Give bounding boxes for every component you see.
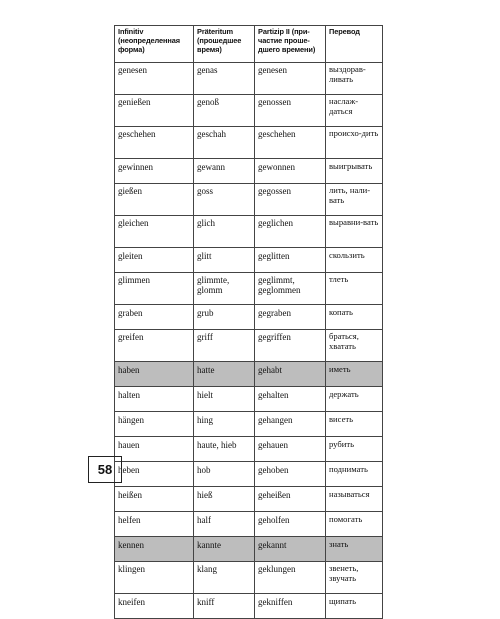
table-row bbox=[115, 562, 383, 594]
table-row bbox=[115, 487, 383, 512]
cell-partizip: gekniffen bbox=[255, 594, 326, 619]
table-row bbox=[115, 512, 383, 537]
table-row bbox=[115, 216, 383, 248]
table-row bbox=[115, 127, 383, 159]
cell-partizip: geheißen bbox=[255, 487, 326, 512]
cell-infinitiv: gießen bbox=[115, 184, 194, 216]
table-header-row bbox=[115, 26, 383, 63]
cell-infinitiv: heißen bbox=[115, 487, 194, 512]
cell-infinitiv: genesen bbox=[115, 63, 194, 95]
table-row bbox=[115, 63, 383, 95]
cell-infinitiv: halten bbox=[115, 387, 194, 412]
cell-infinitiv: genießen bbox=[115, 95, 194, 127]
table-row bbox=[115, 273, 383, 305]
cell-prateritum: haute, hieb bbox=[194, 437, 255, 462]
cell-translation: помогать bbox=[326, 512, 383, 537]
cell-partizip: geholfen bbox=[255, 512, 326, 537]
cell-translation: копать bbox=[326, 305, 383, 330]
cell-prateritum: hob bbox=[194, 462, 255, 487]
table-row bbox=[115, 305, 383, 330]
page-number: 58 bbox=[88, 456, 122, 483]
cell-translation: звенеть, звучать bbox=[326, 562, 383, 594]
cell-partizip: gegriffen bbox=[255, 330, 326, 362]
cell-translation: выигрывать bbox=[326, 159, 383, 184]
cell-infinitiv: gewinnen bbox=[115, 159, 194, 184]
cell-translation: тлеть bbox=[326, 273, 383, 305]
cell-prateritum: goss bbox=[194, 184, 255, 216]
cell-partizip: genesen bbox=[255, 63, 326, 95]
cell-partizip: geklungen bbox=[255, 562, 326, 594]
cell-infinitiv: heben bbox=[115, 462, 194, 487]
table-row bbox=[115, 248, 383, 273]
cell-translation: выравни-вать bbox=[326, 216, 383, 248]
table-row bbox=[115, 537, 383, 562]
table-row bbox=[115, 387, 383, 412]
cell-partizip: gewonnen bbox=[255, 159, 326, 184]
cell-translation: рубить bbox=[326, 437, 383, 462]
cell-infinitiv: hängen bbox=[115, 412, 194, 437]
cell-partizip: gehalten bbox=[255, 387, 326, 412]
cell-infinitiv: helfen bbox=[115, 512, 194, 537]
cell-translation: висеть bbox=[326, 412, 383, 437]
cell-infinitiv: klingen bbox=[115, 562, 194, 594]
cell-prateritum: genas bbox=[194, 63, 255, 95]
cell-prateritum: gewann bbox=[194, 159, 255, 184]
cell-partizip: gehauen bbox=[255, 437, 326, 462]
table-row bbox=[115, 95, 383, 127]
cell-partizip: geschehen bbox=[255, 127, 326, 159]
cell-partizip: geglitten bbox=[255, 248, 326, 273]
cell-partizip: gekannt bbox=[255, 537, 326, 562]
cell-prateritum: hieß bbox=[194, 487, 255, 512]
cell-prateritum: grub bbox=[194, 305, 255, 330]
table-row bbox=[115, 159, 383, 184]
table-row bbox=[115, 330, 383, 362]
cell-translation: браться, хватать bbox=[326, 330, 383, 362]
table-row bbox=[115, 462, 383, 487]
cell-infinitiv: greifen bbox=[115, 330, 194, 362]
cell-infinitiv: haben bbox=[115, 362, 194, 387]
table-row bbox=[115, 437, 383, 462]
cell-infinitiv: gleiten bbox=[115, 248, 194, 273]
header-prateritum: Präteritum (прошедшее время) bbox=[194, 26, 255, 63]
cell-prateritum: griff bbox=[194, 330, 255, 362]
cell-prateritum: geschah bbox=[194, 127, 255, 159]
cell-translation: иметь bbox=[326, 362, 383, 387]
cell-translation: происхо-дить bbox=[326, 127, 383, 159]
table-row bbox=[115, 184, 383, 216]
cell-partizip: gehangen bbox=[255, 412, 326, 437]
cell-infinitiv: geschehen bbox=[115, 127, 194, 159]
cell-partizip: gehabt bbox=[255, 362, 326, 387]
table-body bbox=[115, 63, 383, 619]
cell-partizip: gegossen bbox=[255, 184, 326, 216]
cell-infinitiv: hauen bbox=[115, 437, 194, 462]
cell-infinitiv: kennen bbox=[115, 537, 194, 562]
cell-translation: лить, нали-вать bbox=[326, 184, 383, 216]
cell-translation: наслаж-даться bbox=[326, 95, 383, 127]
cell-translation: выздорав-ливать bbox=[326, 63, 383, 95]
cell-translation: скользить bbox=[326, 248, 383, 273]
cell-translation: поднимать bbox=[326, 462, 383, 487]
cell-infinitiv: kneifen bbox=[115, 594, 194, 619]
cell-translation: держать bbox=[326, 387, 383, 412]
cell-partizip: geglichen bbox=[255, 216, 326, 248]
cell-partizip: geglimmt, geglommen bbox=[255, 273, 326, 305]
cell-translation: щипать bbox=[326, 594, 383, 619]
table-row bbox=[115, 594, 383, 619]
table-row bbox=[115, 412, 383, 437]
table-row bbox=[115, 362, 383, 387]
cell-prateritum: genoß bbox=[194, 95, 255, 127]
cell-translation: называться bbox=[326, 487, 383, 512]
header-infinitiv: Infinitiv (неопределенная форма) bbox=[115, 26, 194, 63]
header-translation: Перевод bbox=[326, 26, 383, 63]
header-partizip: Partizip II (при-частие проше-дшего времени) bbox=[255, 26, 326, 63]
cell-prateritum: half bbox=[194, 512, 255, 537]
cell-partizip: gegraben bbox=[255, 305, 326, 330]
cell-prateritum: glitt bbox=[194, 248, 255, 273]
cell-prateritum: klang bbox=[194, 562, 255, 594]
cell-translation: знать bbox=[326, 537, 383, 562]
cell-prateritum: hatte bbox=[194, 362, 255, 387]
cell-prateritum: hing bbox=[194, 412, 255, 437]
cell-infinitiv: glimmen bbox=[115, 273, 194, 305]
cell-prateritum: glich bbox=[194, 216, 255, 248]
cell-infinitiv: graben bbox=[115, 305, 194, 330]
cell-prateritum: kannte bbox=[194, 537, 255, 562]
irregular-verbs-table bbox=[114, 25, 383, 619]
cell-prateritum: hielt bbox=[194, 387, 255, 412]
cell-partizip: gehoben bbox=[255, 462, 326, 487]
cell-partizip: genossen bbox=[255, 95, 326, 127]
cell-prateritum: glimmte, glomm bbox=[194, 273, 255, 305]
cell-prateritum: kniff bbox=[194, 594, 255, 619]
cell-infinitiv: gleichen bbox=[115, 216, 194, 248]
